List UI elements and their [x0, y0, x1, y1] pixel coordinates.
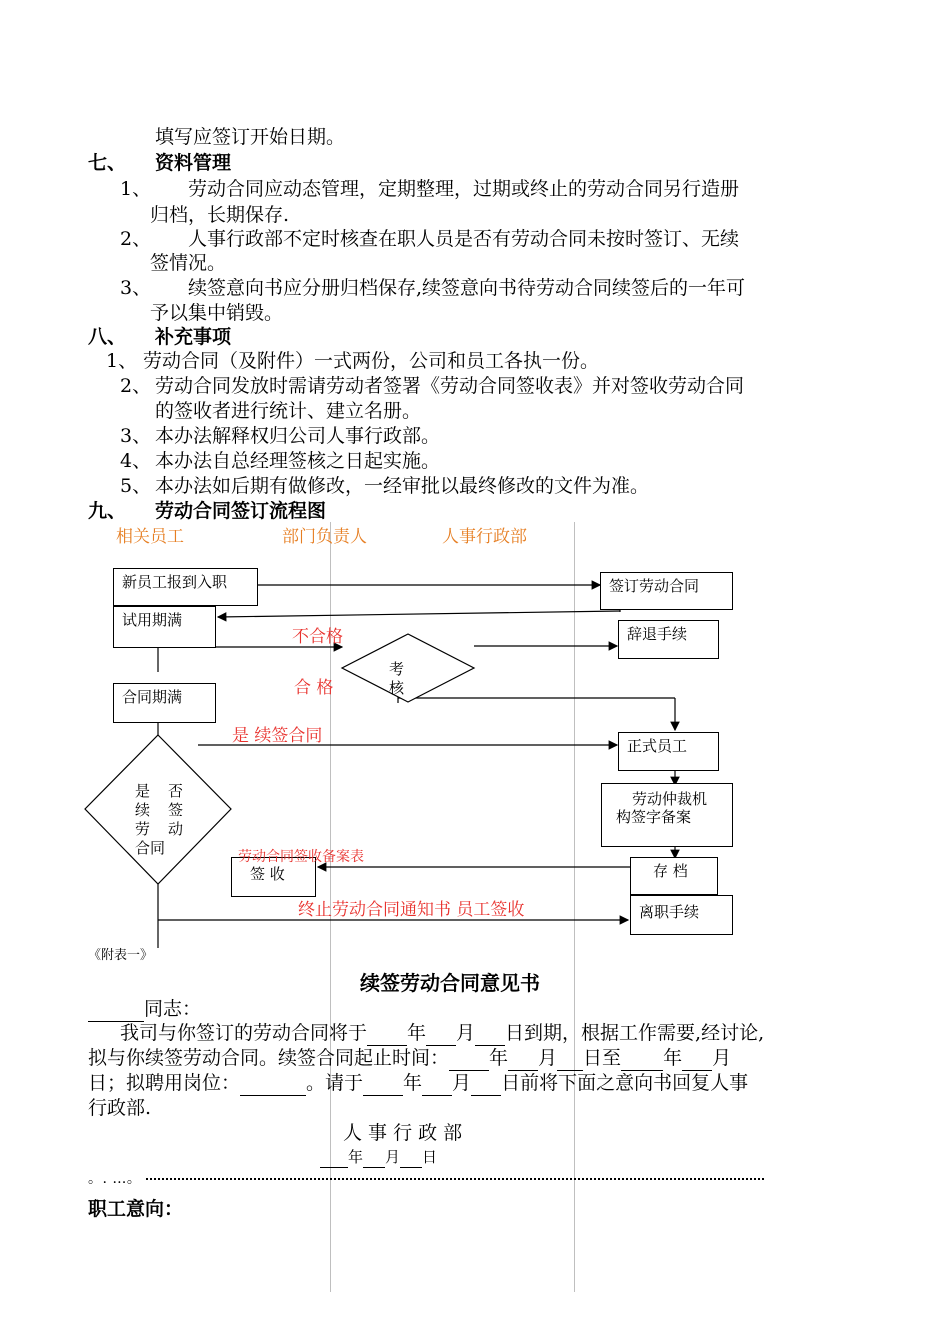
expire-year-blank[interactable]: [367, 1025, 407, 1046]
employee-intent-label: 职工意向：: [88, 1198, 184, 1220]
s8-item-2-text: 劳动合同发放时需请劳动者签署《劳动合同签收表》并对签收劳动合同: [155, 375, 745, 397]
p2-to: 日至: [583, 1047, 622, 1069]
box-arbitration-filing: [601, 783, 733, 847]
section-9-title: 劳动合同签订流程图: [155, 500, 327, 522]
s7-item-2-line2: 签情况。: [150, 252, 227, 274]
section-9-number: 九、: [88, 500, 127, 522]
p1-text-a: 我司与你签订的劳动合同将于: [120, 1022, 368, 1044]
p3-text-a: 日；拟聘用岗位：: [88, 1072, 241, 1094]
dept-month-blank[interactable]: [363, 1151, 385, 1168]
s7-item-3-line1: 续签意向书应分册归档保存,续签意向书待劳动合同续签后的一年可: [188, 277, 746, 299]
start-day-blank[interactable]: [557, 1050, 583, 1071]
renew-lao: 劳: [135, 820, 151, 838]
section-7-number: 七、: [88, 152, 127, 174]
p1-month: 月: [456, 1022, 476, 1044]
dept-year: 年: [348, 1148, 364, 1166]
renew-contract: 合同: [135, 839, 166, 857]
dept-day: 日: [422, 1148, 438, 1166]
section-7-title: 资料管理: [155, 152, 232, 174]
dept-date-line: [320, 1146, 437, 1168]
lane-employee: 相关员工: [116, 527, 184, 547]
p2-month-1: 月: [538, 1047, 558, 1069]
assess-label-1: 考: [389, 660, 405, 678]
p3-text-b: 。请于: [306, 1072, 364, 1094]
paragraph-line-4: 行政部.: [88, 1097, 152, 1119]
s8-item-5-text: 本办法如后期有做修改，一经审批以最终修改的文件为准。: [155, 475, 650, 497]
s7-item-2-num: 2、: [120, 228, 152, 250]
renew-no: 否: [168, 782, 184, 800]
paragraph-line-3: [88, 1070, 748, 1096]
box-leave-proc: 离职手续: [630, 895, 733, 935]
start-month-blank[interactable]: [508, 1050, 538, 1071]
paragraph-line-1: [120, 1020, 764, 1046]
dept-month: 月: [385, 1148, 401, 1166]
section-8-title: 补充事项: [155, 326, 232, 348]
renew-xu: 续: [135, 801, 151, 819]
name-blank[interactable]: [88, 1001, 144, 1022]
arbitration-line-1: 劳动仲裁机: [632, 790, 708, 808]
s7-item-1-line2: 归档，长期保存.: [150, 204, 290, 226]
dept-day-blank[interactable]: [400, 1151, 422, 1168]
p3-text-c: 日前将下面之意向书回复人事: [501, 1072, 749, 1094]
p2-year-2: 年: [663, 1047, 683, 1069]
p1-text-b: 日到期，根据工作需要,经讨论,: [505, 1022, 765, 1044]
s7-item-3-line2: 予以集中销毁。: [150, 302, 284, 324]
greeting-text: 同志：: [144, 998, 202, 1020]
cut-line-lead: 。. …。: [88, 1171, 142, 1187]
s8-item-3-num: 3、: [120, 425, 152, 447]
box-resign-proc: 辞退手续: [618, 620, 719, 659]
label-yes-renew: 是 续签合同: [232, 726, 323, 746]
box-contract-expire: 合同期满: [113, 683, 216, 723]
appendix-title: 续签劳动合同意见书: [360, 971, 540, 995]
renew-dong: 动: [168, 820, 184, 838]
dept-year-blank[interactable]: [320, 1151, 348, 1168]
label-filing-form: 劳动合同签收备案表: [238, 849, 364, 865]
arbitration-line-2: 构签字备案: [616, 808, 692, 826]
paragraph-line-2: [88, 1045, 731, 1071]
lane-hr-admin: 人事行政部: [442, 527, 527, 547]
start-year-blank[interactable]: [449, 1050, 489, 1071]
box-archive: 存 档: [630, 857, 718, 895]
appendix-tag: 《附表一》: [88, 948, 154, 963]
label-pass: 合 格: [294, 678, 334, 698]
box-onboard: 新员工报到入职: [113, 568, 258, 606]
renew-yes: 是: [135, 782, 151, 800]
s8-item-3-text: 本办法解释权归公司人事行政部。: [155, 425, 441, 447]
s7-item-1-line1: 劳动合同应动态管理，定期整理，过期或终止的劳动合同另行造册: [188, 178, 740, 200]
reply-year-blank[interactable]: [363, 1075, 403, 1096]
expire-month-blank[interactable]: [426, 1025, 456, 1046]
section-8-number: 八、: [88, 326, 127, 348]
lane-dept-head: 部门负责人: [282, 527, 367, 547]
p2-year-1: 年: [489, 1047, 509, 1069]
s8-item-1-num: 1、: [106, 350, 138, 372]
reply-month-blank[interactable]: [422, 1075, 452, 1096]
s8-item-4-num: 4、: [120, 450, 152, 472]
p2-text-a: 拟与你续签劳动合同。续签合同起止时间：: [88, 1047, 450, 1069]
p2-month-2: 月: [712, 1047, 732, 1069]
box-regular-employee: 正式员工: [618, 732, 719, 771]
cut-line: [88, 1168, 778, 1188]
label-fail: 不合格: [292, 627, 343, 647]
cut-line-dots: [146, 1178, 764, 1180]
s8-item-2-num: 2、: [120, 375, 152, 397]
end-year-blank[interactable]: [621, 1050, 663, 1071]
label-terminate-notice: 终止劳动合同通知书 员工签收: [298, 900, 525, 920]
box-sign-contract: 签订劳动合同: [600, 572, 733, 610]
p3-month: 月: [452, 1072, 472, 1094]
s8-item-4-text: 本办法自总经理签核之日起实施。: [155, 450, 441, 472]
position-blank[interactable]: [240, 1075, 306, 1096]
box-sign-receipt: 签 收: [231, 857, 316, 897]
s8-item-1-text: 劳动合同（及附件）一式两份，公司和员工各执一份。: [143, 350, 600, 372]
s7-item-2-line1: 人事行政部不定时核查在职人员是否有劳动合同未按时签订、无续: [188, 228, 740, 250]
assess-label-2: 核: [389, 679, 405, 697]
renew-qian: 签: [168, 801, 184, 819]
s8-item-5-num: 5、: [120, 475, 152, 497]
end-month-blank[interactable]: [682, 1050, 712, 1071]
p3-year: 年: [403, 1072, 423, 1094]
expire-day-blank[interactable]: [475, 1025, 505, 1046]
s7-item-1-num: 1、: [120, 178, 152, 200]
fill-start-line: 填写应签订开始日期。: [155, 126, 346, 148]
s8-item-2-line2: 的签收者进行统计、建立名册。: [155, 400, 422, 422]
p1-year: 年: [407, 1022, 427, 1044]
greeting-line: [88, 996, 201, 1022]
reply-day-blank[interactable]: [471, 1075, 501, 1096]
s7-item-3-num: 3、: [120, 277, 152, 299]
box-probation: 试用期满: [113, 606, 216, 648]
dept-signature: 人 事 行 政 部: [343, 1122, 463, 1144]
